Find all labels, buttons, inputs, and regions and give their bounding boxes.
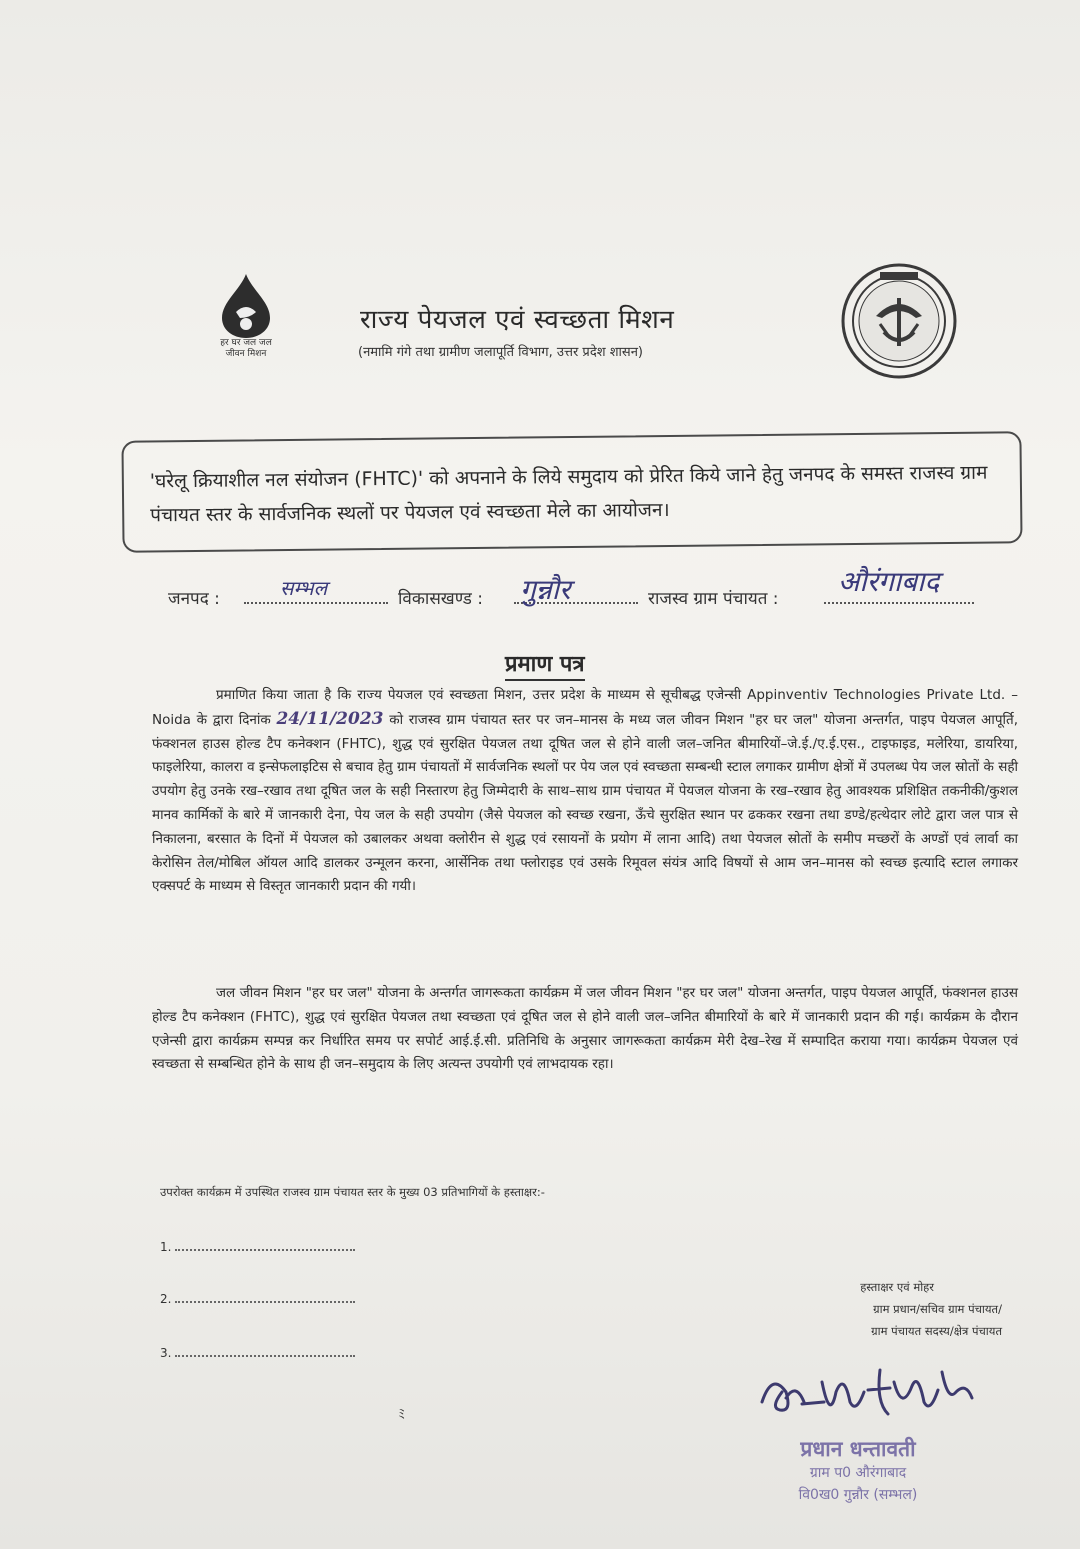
village-label: राजस्व ग्राम पंचायत : (648, 589, 779, 609)
district-label: जनपद : (168, 589, 220, 609)
signature-dotted-line (175, 1249, 355, 1251)
certificate-paragraph-2: जल जीवन मिशन "हर घर जल" योजना के अन्तर्गत जागरूकता कार्यक्रम में जल जीवन मिशन "हर घर जल" योजना अन्तर्गत, पाइप पेयजल आपूर्ति, फंक्शनल हाउस होल्ड टैप कनेक्शन (FHTC), शुद्ध एवं सुरक्षित पेयजल तथा स्वच्छता एवं दूषित जल से होने वाली जल–जनित बीमारियों के बारे में जानकारी प्रदान की गई। कार्यक्रम के दौरान एजेन्सी द्वारा कार्यक्रम सम्पन्न कर निर्धारित समय पर सपोर्ट आई.ई.सी. प्रतिनिधि के अनुसार जागरूकता कार्यक्रम मेरी देख–रेख में सम्पादित कराया गया। कार्यक्रम पेयजल एवं स्वच्छता से सम्बन्धित होने के साथ ही जन–समुदाय के लिए अत्यन्त उपयोगी एवं लाभदायक रहा। (152, 985, 1018, 1073)
village-value: औरंगाबाद (838, 565, 940, 598)
participant-signature-3 (160, 1346, 360, 1360)
mission-title: राज्य पेयजल एवं स्वच्छता मिशन (360, 305, 675, 335)
stamp-village: ग्राम प0 औरंगाबाद (809, 1465, 907, 1481)
village-dotted-line (824, 600, 974, 604)
certificate-paragraph-1 (152, 684, 1018, 899)
location-fields (168, 565, 998, 616)
har-ghar-jal-logo (210, 272, 282, 412)
notice-text: 'घरेलू क्रियाशील नल संयोजन (FHTC)' को अपनाने के लिये समुदाय को प्रेरित किये जाने हेतु जनपद के समस्त राजस्व ग्राम पंचायत स्तर के सार्वजनिक स्थलों पर पेयजल एवं स्वच्छता मेले का आयोजन। (149, 461, 988, 527)
para1-after-date: को राजस्व ग्राम पंचायत स्तर पर जन–मानस के मध्य जल जीवन मिशन "हर घर जल" योजना अन्तर्गत, पाइप पेयजल आपूर्ति, फंक्शनल हाउस होल्ड टैप कनेक्शन (FHTC), शुद्ध एवं सुरक्षित पेयजल तथा दूषित जल से होने वाली जल–जनित बीमारियों–जे.ई./ए.ई.एस., टाइफाइड, मलेरिया, डायरिया, फाइलेरिया, कालरा व इन्सेफलाइटिस से बचाव हेतु ग्राम पंचायतों में सार्वजनिक स्थलों पर पेय जल एवं स्वच्छता सम्बन्धी स्टाल लगाकर ग्रामीण क्षेत्रों में उपलब्ध पेय जल स्रोतों के सही उपयोग हेतु उनके रख–रखाव तथा दूषित जल के सही निस्तारण हेतु जिम्मेदारी के साथ–साथ ग्राम पंचायत में पेयजल योजना के रख–रखाव हेतु आवश्यक प्रशिक्षित तकनीकी/कुशल मानव कार्मिकों के बारे में जानकारी देना, पेय जल के सही उपयोग (जैसे पेयजल को स्वच्छ रखना, ऊँचे सुरक्षित स्थान पर ढककर रखना तथा डण्डे/हत्थेदार लोटे द्वारा जल पात्र से निकालना, बरसात के दिनों में पेयजल को उबालकर अथवा क्लोरीन से शुद्ध एवं रसायनों के प्रयोग में लाना आदि) तथा पेयजल स्रोतों के समीप मच्छरों के अण्डों एवं लार्वा का केरोसिन तेल/मोबिल ऑयल आदि डालकर उन्मूलन करना, आर्सेनिक तथा फ्लोराइड एवं उसके रिमूवल संयंत्र आदि विषयों से आम जन–मानस को स्वच्छ इत्यादि स्टाल लगाकर एक्सपर्ट के माध्यम से विस्तृत जानकारी प्रदान की गयी। (152, 711, 1019, 895)
participant-number: 1. (160, 1240, 172, 1254)
handwritten-signature (752, 1362, 982, 1442)
up-government-seal (840, 262, 958, 380)
participant-signature-1 (160, 1240, 360, 1254)
stray-mark: ﾐ (398, 1407, 405, 1423)
event-date: 24/11/2023 (276, 708, 384, 729)
panchayat-member-label: ग्राम पंचायत सदस्य/क्षेत्र पंचायत (871, 1324, 1002, 1338)
notice-box (121, 431, 1022, 552)
pradhan-stamp (728, 1436, 988, 1506)
certificate-title: प्रमाण पत्र (505, 648, 585, 681)
participant-signature-2 (160, 1292, 360, 1306)
participant-number: 2. (160, 1292, 172, 1306)
stamp-block: वि0ख0 गुन्नौर (सम्भल) (798, 1487, 918, 1503)
pradhan-secretary-label: ग्राम प्रधान/सचिव ग्राम पंचायत/ (873, 1302, 1002, 1316)
district-value: सम्भल (280, 576, 328, 600)
signature-and-seal-label: हस्ताक्षर एवं मोहर (860, 1280, 934, 1294)
participant-number: 3. (160, 1346, 172, 1360)
block-value: गुन्नौर (520, 573, 571, 606)
signature-dotted-line (175, 1301, 355, 1303)
signature-dotted-line (175, 1355, 355, 1357)
water-drop-icon (210, 272, 282, 338)
logo-tagline: हर घर जल जल जीवन मिशन (220, 338, 272, 359)
block-label: विकासखण्ड : (398, 589, 484, 609)
signatory-designation (770, 1276, 1030, 1342)
stamp-name: प्रधान धन्तावती (800, 1437, 916, 1461)
participants-intro: उपरोक्त कार्यक्रम में उपस्थित राजस्व ग्राम पंचायत स्तर के मुख्य 03 प्रतिभागियों के हस्ताक्षर:- (160, 1185, 545, 1199)
mission-subtitle: (नमामि गंगे तथा ग्रामीण जलापूर्ति विभाग, उत्तर प्रदेश शासन) (358, 345, 643, 360)
para1-before-date: प्रमाणित किया जाता है कि राज्य पेयजल एवं स्वच्छता मिशन, उत्तर प्रदेश के माध्यम से सूचीबद्ध एजेन्सी Appinventiv Technologies Private Ltd. – Noida के द्वारा दिनांक (152, 687, 1018, 728)
